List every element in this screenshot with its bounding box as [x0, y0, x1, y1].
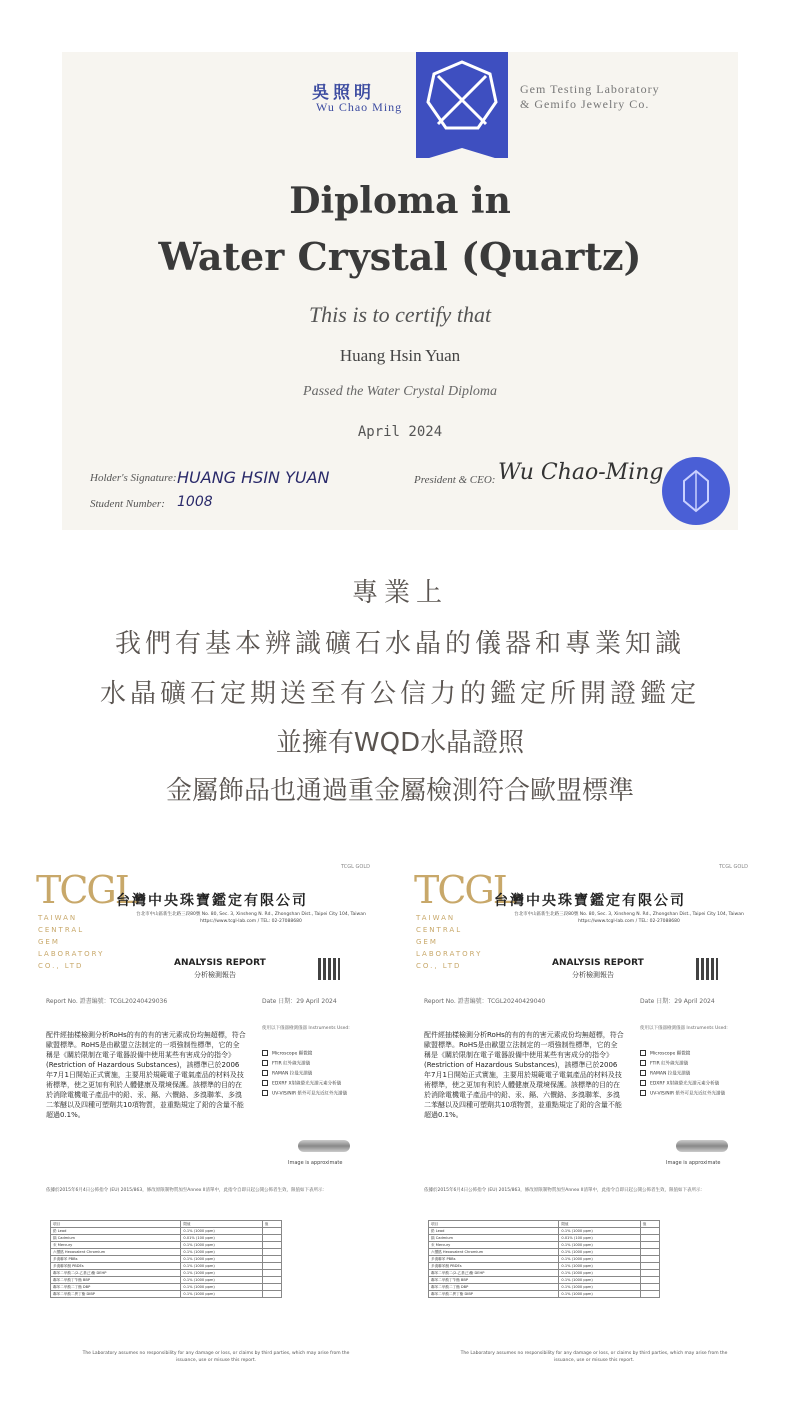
table-row: 汞 Mercury 0.1% (1000 ppm) [51, 1242, 282, 1249]
student-number-label: Student Number: [90, 498, 165, 510]
qr-code-icon [696, 958, 718, 980]
table-row: 鄰苯二甲酸二丁酯 DBP 0.1% (1000 ppm) [51, 1284, 282, 1291]
table-row: 多溴聯苯醚 PBDEs 0.1% (1000 ppm) [51, 1263, 282, 1270]
report-title: ANALYSIS REPORT [552, 958, 644, 968]
table-row: 汞 Mercury 0.1% (1000 ppm) [429, 1242, 660, 1249]
limits-table [428, 1220, 660, 1298]
table-row: 鄰苯二甲酸二丁酯 DBP 0.1% (1000 ppm) [429, 1284, 660, 1291]
diploma-certificate [62, 52, 738, 530]
company-name: 台灣中央珠寶鑑定有限公司 [494, 893, 686, 909]
table-row: 多溴聯苯 PBBs 0.1% (1000 ppm) [51, 1256, 282, 1263]
instrument-item: UV-VIS/NIR 紫外可見光近紅外光譜儀 [640, 1090, 750, 1097]
president-label: President & CEO: [414, 474, 496, 486]
passed-statement: Passed the Water Crystal Diploma [303, 384, 497, 399]
instrument-item: EDXRF X射線螢光光譜元素分析儀 [640, 1080, 750, 1087]
student-number-value: 1008 [177, 494, 213, 510]
text-line-metal-test: 金屬飾品也通過重金屬檢測符合歐盟標準 [165, 776, 634, 806]
table-row: 鄰苯二甲酸丁苄酯 BBP 0.1% (1000 ppm) [429, 1277, 660, 1284]
table-row: 鄰苯二甲酸二(2-乙基己)酯 DEHP 0.1% (1000 ppm) [51, 1270, 282, 1277]
report-body: 配件經抽樣檢測分析RoHs的有的有的害元素成份均無超標，符合歐盟標準。RoHS是由歐盟立法制定的一項強制性標準，它的全稱是《關於限制在電子電器設備中使用某些有害成分的指令》(Restriction of Hazardous Substances)，該標準已於2006年7月1日開始正式實施，主要用於規範電子電氣產品的材料及技術標準，使之更加有利於人體健康及環境保護。該標準的目的在於消除電機電子產品中的鉛、汞、鎘、六價鉻、多溴聯苯、多溴二苯醚以及四種可塑劑共10項物質，並重點規定了鉛的含量不能超過0.1%。 [46, 1031, 246, 1119]
gold-tag: TCGL GOLD [341, 864, 370, 870]
instrument-item: EDXRF X射線螢光光譜元素分析儀 [262, 1080, 372, 1087]
report-number: Report No. 證書編號：TCGL20240429036 [46, 998, 168, 1005]
seal-stamp [662, 457, 730, 525]
table-row: 鄰苯二甲酸丁苄酯 BBP 0.1% (1000 ppm) [51, 1277, 282, 1284]
lab-logo-banner [416, 52, 508, 158]
lab-name-english: Wu Chao Ming [316, 100, 403, 114]
professional-heading: 專業上 [351, 578, 448, 608]
table-row: 鉛 Lead 0.1% (1000 ppm) [51, 1228, 282, 1235]
holder-signature-label: Holder's Signature: [90, 472, 177, 484]
report-date: Date 日期：29 April 2024 [262, 998, 337, 1005]
company-address: 台北市中山區新生北路三段80號 No. 80, Sec. 3, Xinsheng N. Rd., Zhongshan Dist., Taipei City 104, Taiwan https://www.tcgl-lab.com / TEL: 02-27088680 [514, 912, 744, 924]
qr-code-icon [318, 958, 340, 980]
instrument-item: Microscope 顯微鏡 [262, 1050, 372, 1057]
president-signature: Wu Chao-Ming [498, 460, 664, 485]
instrument-item: FTIR 紅外線光譜儀 [640, 1060, 750, 1067]
analysis-report-2 [414, 862, 758, 1402]
tcgl-logo: TCGL [414, 868, 517, 912]
lab-full-name: TAIWAN CENTRAL GEM LABORATORY CO., LTD [416, 914, 483, 970]
table-row: 六價鉻 Hexavalent Chromium 0.1% (1000 ppm) [429, 1249, 660, 1256]
recipient-name: Huang Hsin Yuan [339, 346, 461, 365]
crystal-logo-icon [416, 52, 508, 152]
regulation-note: 依據於2015年6月4日公佈指令 (EU) 2015/863，修改原限制物質加至Annex II清單中，此指令自即日起公開公佈者生效，限值如下表所示： [46, 1188, 327, 1193]
holder-signature-value: HUANG HSIN YUAN [177, 468, 330, 487]
report-number: Report No. 證書編號：TCGL20240429040 [424, 998, 546, 1005]
table-row: 項目 限值 值 [51, 1221, 282, 1228]
instrument-item: RAMAN 拉曼光譜儀 [640, 1070, 750, 1077]
table-row: 鄰苯二甲酸二異丁酯 DIBP 0.1% (1000 ppm) [429, 1291, 660, 1298]
gold-tag: TCGL GOLD [719, 864, 748, 870]
instrument-item: RAMAN 拉曼光譜儀 [262, 1070, 372, 1077]
table-row: 六價鉻 Hexavalent Chromium 0.1% (1000 ppm) [51, 1249, 282, 1256]
text-line-appraisal: 水晶礦石定期送至有公信力的鑑定所開證鑑定 [99, 679, 700, 709]
instrument-item: Microscope 顯微鏡 [640, 1050, 750, 1057]
table-row: 多溴聯苯醚 PBDEs 0.1% (1000 ppm) [429, 1263, 660, 1270]
table-row: 鄰苯二甲酸二異丁酯 DIBP 0.1% (1000 ppm) [51, 1291, 282, 1298]
instrument-item: FTIR 紅外線光譜儀 [262, 1060, 372, 1067]
disclaimer-footer: The Laboratory assumes no responsibility for any damage or loss, or claims by third parties, which may arise from the issuance, use or misuse this report. [460, 1351, 728, 1363]
lab-name-chinese: 吳照明 [312, 83, 375, 103]
table-row: 項目 限值 值 [429, 1221, 660, 1228]
lab-descriptor-line2: & Gemifo Jewelry Co. [520, 97, 650, 111]
report-date: Date 日期：29 April 2024 [640, 998, 715, 1005]
regulation-note: 依據於2015年6月4日公佈指令 (EU) 2015/863，修改原限制物質加至Annex II清單中，此指令自即日起公開公佈者生效，限值如下表所示： [424, 1188, 705, 1193]
report-title-cn: 分析檢測報告 [572, 971, 614, 979]
sample-image [676, 1140, 728, 1152]
report-body: 配件經抽樣檢測分析RoHs的有的有的害元素成份均無超標，符合歐盟標準。RoHS是由歐盟立法制定的一項強制性標準，它的全稱是《關於限制在電子電器設備中使用某些有害成分的指令》(Restriction of Hazardous Substances)，該標準已於2006年7月1日開始正式實施，主要用於規範電子電氣產品的材料及技術標準，使之更加有利於人體健康及環境保護。該標準的目的在於消除電機電子產品中的鉛、汞、鎘、六價鉻、多溴聯苯、多溴二苯醚以及四種可塑劑共10項物質，並重點規定了鉛的含量不能超過0.1%。 [424, 1031, 624, 1119]
instruments-heading: 使用以下儀器檢測儀器 Instruments Used: [640, 1026, 728, 1031]
lab-full-name: TAIWAN CENTRAL GEM LABORATORY CO., LTD [38, 914, 105, 970]
report-title: ANALYSIS REPORT [174, 958, 266, 968]
diploma-title-line1: Diploma in [289, 180, 511, 222]
table-row: 鄰苯二甲酸二(2-乙基己)酯 DEHP 0.1% (1000 ppm) [429, 1270, 660, 1277]
image-note: Image is approximate [666, 1160, 721, 1166]
table-row: 鎘 Cadmium 0.01% (100 ppm) [429, 1235, 660, 1242]
disclaimer-footer: The Laboratory assumes no responsibility for any damage or loss, or claims by third parties, which may arise from the issuance, use or misuse this report. [82, 1351, 350, 1363]
tcgl-logo: TCGL [36, 868, 139, 912]
lab-descriptor-line1: Gem Testing Laboratory [520, 82, 660, 96]
table-row: 多溴聯苯 PBBs 0.1% (1000 ppm) [429, 1256, 660, 1263]
instruments-heading: 使用以下儀器檢測儀器 Instruments Used: [262, 1026, 350, 1031]
table-row: 鉛 Lead 0.1% (1000 ppm) [429, 1228, 660, 1235]
text-line-instruments: 我們有基本辨識礦石水晶的儀器和專業知識 [114, 629, 685, 659]
report-title-cn: 分析檢測報告 [194, 971, 236, 979]
table-row: 鎘 Cadmium 0.01% (100 ppm) [51, 1235, 282, 1242]
instrument-item: UV-VIS/NIR 紫外可見光近紅外光譜儀 [262, 1090, 372, 1097]
analysis-report-1 [36, 862, 380, 1402]
text-line-license: 並擁有WQD水晶證照 [275, 728, 525, 758]
certify-statement: This is to certify that [308, 302, 492, 327]
limits-table [50, 1220, 282, 1298]
crystal-seal-icon [662, 457, 730, 525]
diploma-title-line2: Water Crystal (Quartz) [158, 234, 642, 279]
diploma-date: April 2024 [357, 424, 443, 440]
company-address: 台北市中山區新生北路三段80號 No. 80, Sec. 3, Xinsheng N. Rd., Zhongshan Dist., Taipei City 104, Taiwan https://www.tcgl-lab.com / TEL: 02-27088680 [136, 912, 366, 924]
image-note: Image is approximate [288, 1160, 343, 1166]
sample-image [298, 1140, 350, 1152]
company-name: 台灣中央珠寶鑑定有限公司 [116, 893, 308, 909]
